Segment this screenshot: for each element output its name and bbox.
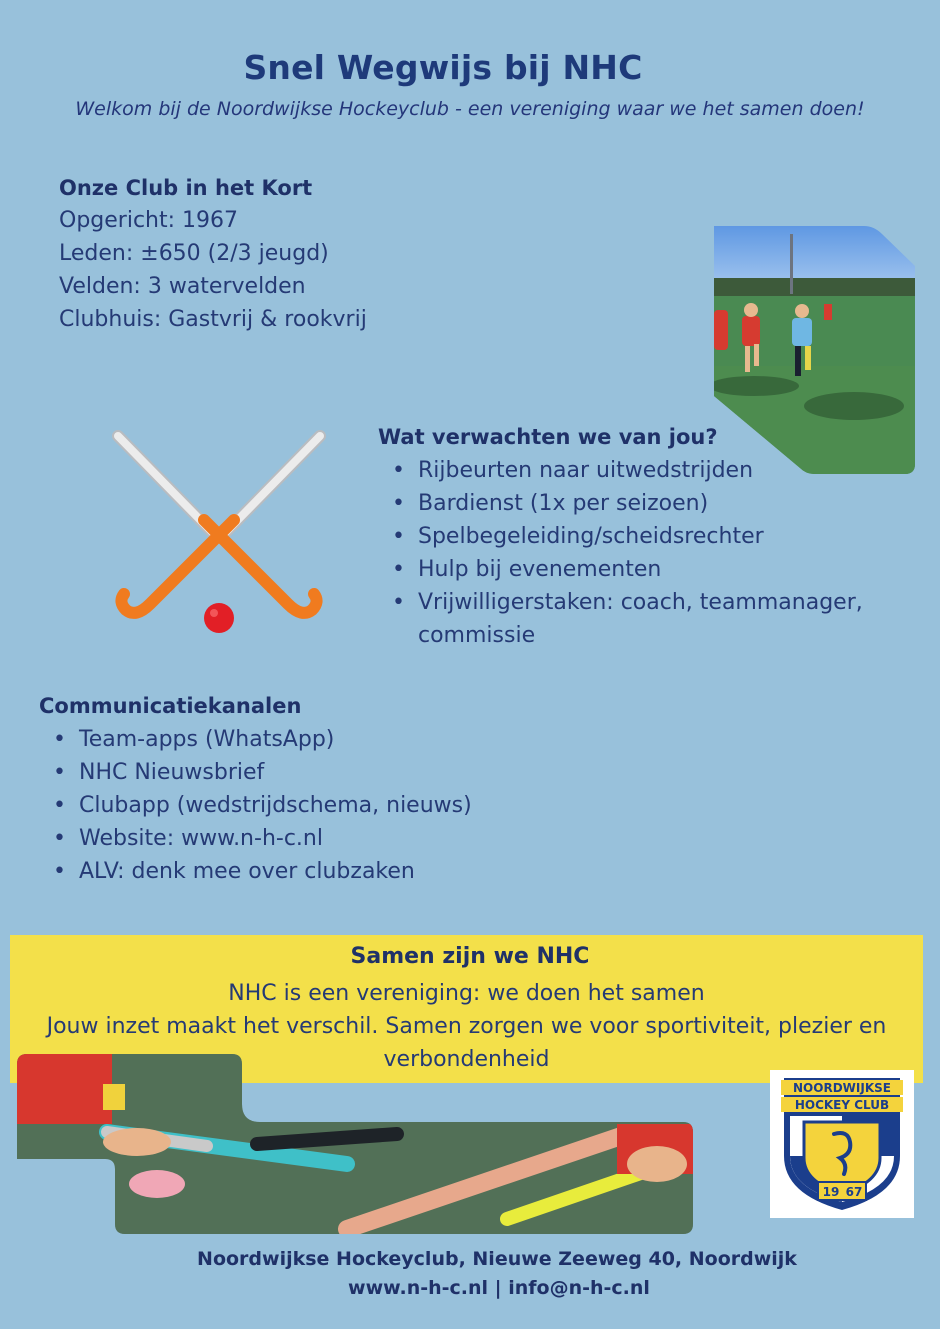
page-subtitle: Welkom bij de Noordwijkse Hockeyclub - een vereniging waar we het samen doen! bbox=[75, 98, 865, 120]
logo-year-left: 19 bbox=[822, 1185, 840, 1199]
club-crest-icon bbox=[778, 1076, 906, 1212]
list-item: • Team-apps (WhatsApp) bbox=[39, 723, 599, 756]
list-item: • Hulp bij evenementen bbox=[378, 553, 898, 586]
expectations-heading: Wat verwachten we van jou? bbox=[378, 425, 718, 449]
club-fact-clubhouse: Clubhuis: Gastvrij & rookvrij bbox=[59, 307, 367, 332]
list-item: • Vrijwilligerstaken: coach, teammanager, commissie bbox=[378, 586, 898, 652]
list-item: • Bardienst (1x per seizoen) bbox=[378, 487, 898, 520]
list-item: • Clubapp (wedstrijdschema, nieuws) bbox=[39, 789, 599, 822]
logo-name-line-1: NOORDWIJKSE bbox=[793, 1081, 891, 1095]
club-fact-members: Leden: ±650 (2/3 jeugd) bbox=[59, 241, 329, 266]
hockey-sticks-icon bbox=[108, 428, 330, 638]
banner-title: Samen zijn we NHC bbox=[350, 944, 590, 969]
club-fact-founded: Opgericht: 1967 bbox=[59, 208, 238, 233]
page-title: Snel Wegwijs bij NHC bbox=[243, 48, 643, 87]
banner-line-1: NHC is een vereniging: we doen het samen bbox=[228, 981, 705, 1006]
club-summary-heading: Onze Club in het Kort bbox=[59, 176, 313, 200]
list-item: • NHC Nieuwsbrief bbox=[39, 756, 599, 789]
footer-address: Noordwijkse Hockeyclub, Nieuwe Zeeweg 40, Noordwijk bbox=[197, 1248, 797, 1270]
communication-section bbox=[39, 690, 599, 888]
sticks-photo bbox=[17, 1054, 693, 1234]
banner-line-2: Jouw inzet maakt het verschil. Samen zorgen we voor sportiviteit, plezier en verbondenheid bbox=[46, 1014, 887, 1072]
expectations-list bbox=[378, 454, 898, 652]
club-fact-fields: Velden: 3 watervelden bbox=[59, 274, 306, 299]
logo-year-right: 67 bbox=[845, 1185, 863, 1199]
club-summary-section bbox=[59, 172, 367, 336]
logo-name-line-2: HOCKEY CLUB bbox=[794, 1098, 890, 1112]
list-item: • Rijbeurten naar uitwedstrijden bbox=[378, 454, 898, 487]
communication-heading: Communicatiekanalen bbox=[39, 694, 302, 718]
expectations-section bbox=[378, 422, 898, 652]
footer-contact: www.n-h-c.nl | info@n-h-c.nl bbox=[348, 1277, 650, 1299]
list-item: • Website: www.n-h-c.nl bbox=[39, 822, 599, 855]
list-item: • Spelbegeleiding/scheidsrechter bbox=[378, 520, 898, 553]
list-item: • ALV: denk mee over clubzaken bbox=[39, 855, 599, 888]
communication-list bbox=[39, 723, 599, 888]
